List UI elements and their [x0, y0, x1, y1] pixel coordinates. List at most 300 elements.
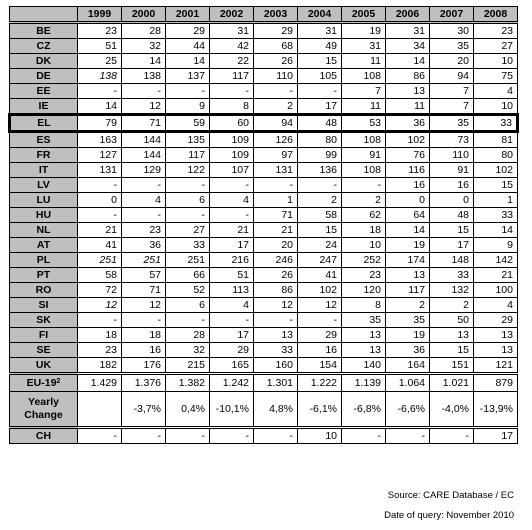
country-row-pl [10, 253, 518, 268]
value-cell: 1.064 [386, 374, 430, 392]
value-cell: -10,1% [210, 392, 254, 428]
value-cell: 60 [210, 115, 254, 132]
year-header-2007: 2007 [430, 7, 474, 23]
value-cell: 24 [298, 238, 342, 253]
value-cell: 58 [298, 208, 342, 223]
value-cell: - [210, 428, 254, 444]
year-header-row [10, 7, 518, 23]
value-cell: - [254, 84, 298, 99]
value-cell: 17 [210, 328, 254, 343]
value-cell: -6,1% [298, 392, 342, 428]
value-cell: 81 [474, 132, 518, 148]
value-cell: 1.139 [342, 374, 386, 392]
year-header-2005: 2005 [342, 7, 386, 23]
value-cell: 14 [386, 54, 430, 69]
country-row-si [10, 298, 518, 313]
row-label: SI [10, 298, 78, 313]
value-cell: -6,6% [386, 392, 430, 428]
value-cell: 0,4% [166, 392, 210, 428]
value-cell: 10 [342, 238, 386, 253]
country-row-dk [10, 54, 518, 69]
country-row-sk [10, 313, 518, 328]
value-cell: 12 [254, 298, 298, 313]
value-cell: 97 [254, 148, 298, 163]
value-cell: 8 [342, 298, 386, 313]
row-label: CZ [10, 39, 78, 54]
year-header-2002: 2002 [210, 7, 254, 23]
value-cell: - [430, 428, 474, 444]
value-cell: 22 [210, 54, 254, 69]
value-cell: 14 [386, 223, 430, 238]
value-cell: 216 [210, 253, 254, 268]
fatalities-table [8, 6, 519, 444]
value-cell: 140 [342, 358, 386, 374]
value-cell: 51 [78, 39, 122, 54]
value-cell: 13 [254, 328, 298, 343]
corner-cell [10, 7, 78, 23]
value-cell: 7 [342, 84, 386, 99]
value-cell: 154 [298, 358, 342, 374]
value-cell: 28 [122, 23, 166, 39]
row-label: AT [10, 238, 78, 253]
value-cell: 35 [430, 39, 474, 54]
value-cell: 57 [122, 268, 166, 283]
value-cell: 160 [254, 358, 298, 374]
value-cell: - [122, 313, 166, 328]
value-cell: 29 [298, 328, 342, 343]
value-cell: 110 [430, 148, 474, 163]
value-cell: 21 [210, 223, 254, 238]
value-cell: 36 [386, 343, 430, 358]
value-cell: - [78, 208, 122, 223]
value-cell: 36 [122, 238, 166, 253]
value-cell: 15 [298, 223, 342, 238]
value-cell: - [122, 178, 166, 193]
value-cell: - [122, 208, 166, 223]
value-cell: 12 [122, 99, 166, 115]
row-label: HU [10, 208, 78, 223]
value-cell: 1.222 [298, 374, 342, 392]
value-cell: 247 [298, 253, 342, 268]
value-cell: 14 [78, 99, 122, 115]
row-label: RO [10, 283, 78, 298]
value-cell: 86 [386, 69, 430, 84]
value-cell: 27 [474, 39, 518, 54]
value-cell: 42 [210, 39, 254, 54]
value-cell: 108 [342, 132, 386, 148]
value-cell: 94 [254, 115, 298, 132]
value-cell: -6,8% [342, 392, 386, 428]
value-cell: 13 [430, 328, 474, 343]
value-cell: 49 [298, 39, 342, 54]
value-cell: 163 [78, 132, 122, 148]
country-row-ro [10, 283, 518, 298]
value-cell: 142 [474, 253, 518, 268]
value-cell: 17 [474, 428, 518, 444]
value-cell: 41 [298, 268, 342, 283]
value-cell: 23 [122, 223, 166, 238]
value-cell: 66 [166, 268, 210, 283]
value-cell: - [210, 313, 254, 328]
value-cell: - [298, 178, 342, 193]
value-cell: 12 [122, 298, 166, 313]
value-cell: 15 [430, 343, 474, 358]
value-cell: 76 [386, 148, 430, 163]
value-cell: 4 [474, 84, 518, 99]
value-cell: 11 [342, 54, 386, 69]
eu-total-row [10, 374, 518, 392]
value-cell: 13 [386, 84, 430, 99]
query-date-note: Date of query: November 2010 [384, 510, 514, 521]
value-cell: 0 [430, 193, 474, 208]
value-cell: 58 [78, 268, 122, 283]
value-cell: 29 [166, 23, 210, 39]
value-cell: 13 [474, 328, 518, 343]
row-label: UK [10, 358, 78, 374]
value-cell: 71 [122, 283, 166, 298]
country-row-se [10, 343, 518, 358]
value-cell: 28 [166, 328, 210, 343]
value-cell: - [298, 84, 342, 99]
row-label: DE [10, 69, 78, 84]
value-cell: 16 [386, 178, 430, 193]
value-cell: - [78, 428, 122, 444]
value-cell: 12 [298, 298, 342, 313]
yearly-change-row [10, 392, 518, 428]
value-cell: 4 [210, 298, 254, 313]
country-row-es [10, 132, 518, 148]
country-row-ee [10, 84, 518, 99]
value-cell: 15 [298, 54, 342, 69]
row-label: PL [10, 253, 78, 268]
value-cell: 251 [166, 253, 210, 268]
value-cell: 165 [210, 358, 254, 374]
value-cell: 41 [78, 238, 122, 253]
value-cell: 25 [78, 54, 122, 69]
value-cell: 13 [474, 343, 518, 358]
value-cell: 31 [210, 23, 254, 39]
value-cell: 138 [78, 69, 122, 84]
value-cell: 138 [122, 69, 166, 84]
value-cell: 102 [474, 163, 518, 178]
value-cell: 879 [474, 374, 518, 392]
value-cell: 29 [210, 343, 254, 358]
value-cell: - [210, 178, 254, 193]
value-cell: 10 [298, 428, 342, 444]
row-label: NL [10, 223, 78, 238]
value-cell: 120 [342, 283, 386, 298]
value-cell: 131 [78, 163, 122, 178]
country-row-be [10, 23, 518, 39]
value-cell: 105 [298, 69, 342, 84]
value-cell: 14 [166, 54, 210, 69]
value-cell: 64 [386, 208, 430, 223]
value-cell: 18 [78, 328, 122, 343]
value-cell: - [122, 428, 166, 444]
country-row-it [10, 163, 518, 178]
value-cell: 33 [254, 343, 298, 358]
value-cell: 127 [78, 148, 122, 163]
value-cell: 6 [166, 193, 210, 208]
value-cell: 8 [210, 99, 254, 115]
value-cell: 113 [210, 283, 254, 298]
value-cell: 126 [254, 132, 298, 148]
value-cell: 91 [430, 163, 474, 178]
value-cell: - [210, 84, 254, 99]
value-cell: 23 [78, 23, 122, 39]
value-cell: 10 [474, 54, 518, 69]
row-label: LU [10, 193, 78, 208]
value-cell: 182 [78, 358, 122, 374]
value-cell: - [254, 178, 298, 193]
year-header-2004: 2004 [298, 7, 342, 23]
value-cell: 132 [430, 283, 474, 298]
country-row-cz [10, 39, 518, 54]
value-cell: 117 [166, 148, 210, 163]
country-row-nl [10, 223, 518, 238]
value-cell: 59 [166, 115, 210, 132]
value-cell: 35 [430, 115, 474, 132]
row-label: SE [10, 343, 78, 358]
value-cell: 52 [166, 283, 210, 298]
value-cell: 10 [474, 99, 518, 115]
value-cell: 2 [342, 193, 386, 208]
value-cell: 19 [386, 328, 430, 343]
value-cell: 4 [122, 193, 166, 208]
row-label: IT [10, 163, 78, 178]
year-header-2003: 2003 [254, 7, 298, 23]
value-cell: - [166, 208, 210, 223]
value-cell: 80 [298, 132, 342, 148]
value-cell: 116 [386, 163, 430, 178]
row-label: SK [10, 313, 78, 328]
value-cell: 71 [122, 115, 166, 132]
country-row-hu [10, 208, 518, 223]
row-label: ES [10, 132, 78, 148]
value-cell: 1.376 [122, 374, 166, 392]
value-cell: 174 [386, 253, 430, 268]
value-cell: 12 [78, 298, 122, 313]
value-cell: 35 [386, 313, 430, 328]
value-cell: 35 [342, 313, 386, 328]
value-cell: - [166, 428, 210, 444]
value-cell: 0 [78, 193, 122, 208]
year-header-2008: 2008 [474, 7, 518, 23]
row-label: Yearly Change [10, 392, 78, 428]
value-cell: 129 [122, 163, 166, 178]
country-row-de [10, 69, 518, 84]
row-label: FR [10, 148, 78, 163]
value-cell: 33 [474, 208, 518, 223]
value-cell: 14 [122, 54, 166, 69]
year-header-2006: 2006 [386, 7, 430, 23]
value-cell: 31 [298, 23, 342, 39]
value-cell: 1 [474, 193, 518, 208]
value-cell: 1.301 [254, 374, 298, 392]
value-cell: 19 [342, 23, 386, 39]
country-row-ch [10, 428, 518, 444]
value-cell: 79 [78, 115, 122, 132]
country-row-el [10, 115, 518, 132]
value-cell: 29 [254, 23, 298, 39]
value-cell: 7 [430, 99, 474, 115]
value-cell: 15 [474, 178, 518, 193]
country-row-ie [10, 99, 518, 115]
value-cell: 100 [474, 283, 518, 298]
row-label: EL [10, 115, 78, 132]
value-cell: 34 [386, 39, 430, 54]
value-cell: 137 [166, 69, 210, 84]
value-cell: 33 [166, 238, 210, 253]
value-cell: 2 [386, 298, 430, 313]
value-cell: 215 [166, 358, 210, 374]
value-cell: 32 [166, 343, 210, 358]
value-cell: - [166, 178, 210, 193]
country-row-at [10, 238, 518, 253]
value-cell: 23 [474, 23, 518, 39]
country-row-fr [10, 148, 518, 163]
value-cell: 102 [386, 132, 430, 148]
value-cell: 86 [254, 283, 298, 298]
value-cell: 20 [254, 238, 298, 253]
row-label: IE [10, 99, 78, 115]
value-cell: 1.242 [210, 374, 254, 392]
value-cell: -4,0% [430, 392, 474, 428]
value-cell: 31 [342, 39, 386, 54]
value-cell: 36 [386, 115, 430, 132]
value-cell: 21 [254, 223, 298, 238]
value-cell: - [78, 84, 122, 99]
value-cell: 94 [430, 69, 474, 84]
value-cell: 11 [386, 99, 430, 115]
value-cell: 99 [298, 148, 342, 163]
value-cell: 21 [78, 223, 122, 238]
value-cell: 91 [342, 148, 386, 163]
value-cell: 62 [342, 208, 386, 223]
value-cell: 2 [430, 298, 474, 313]
value-cell: -13,9% [474, 392, 518, 428]
value-cell: 17 [430, 238, 474, 253]
value-cell: 9 [166, 99, 210, 115]
value-cell: 122 [166, 163, 210, 178]
value-cell: 176 [122, 358, 166, 374]
value-cell: 1 [254, 193, 298, 208]
value-cell: 1.429 [78, 374, 122, 392]
value-cell: 48 [298, 115, 342, 132]
value-cell: 0 [386, 193, 430, 208]
value-cell: 117 [210, 69, 254, 84]
country-row-fi [10, 328, 518, 343]
value-cell: 164 [386, 358, 430, 374]
value-cell: 151 [430, 358, 474, 374]
value-cell: 26 [254, 54, 298, 69]
country-row-pt [10, 268, 518, 283]
row-label: $EU-19^2$ [10, 374, 78, 392]
value-cell: 29 [474, 313, 518, 328]
value-cell: 17 [210, 238, 254, 253]
value-cell: 1.382 [166, 374, 210, 392]
row-label: EE [10, 84, 78, 99]
value-cell: 51 [210, 268, 254, 283]
value-cell: 13 [386, 268, 430, 283]
value-cell: 108 [342, 69, 386, 84]
value-cell: 18 [122, 328, 166, 343]
value-cell: 121 [474, 358, 518, 374]
value-cell: 117 [386, 283, 430, 298]
value-cell: 107 [210, 163, 254, 178]
value-cell: 75 [474, 69, 518, 84]
value-cell: 44 [166, 39, 210, 54]
value-cell: 251 [122, 253, 166, 268]
value-cell: - [386, 428, 430, 444]
value-cell: - [78, 313, 122, 328]
value-cell: - [166, 84, 210, 99]
value-cell: 4 [210, 193, 254, 208]
value-cell: 13 [342, 343, 386, 358]
value-cell: 148 [430, 253, 474, 268]
value-cell: 9 [474, 238, 518, 253]
country-row-lv [10, 178, 518, 193]
value-cell: 251 [78, 253, 122, 268]
value-cell: 13 [342, 328, 386, 343]
value-cell: 1.021 [430, 374, 474, 392]
value-cell: - [342, 178, 386, 193]
value-cell: 6 [166, 298, 210, 313]
value-cell: 135 [166, 132, 210, 148]
value-cell: 108 [342, 163, 386, 178]
value-cell: 73 [430, 132, 474, 148]
value-cell: 16 [298, 343, 342, 358]
value-cell: 7 [430, 84, 474, 99]
source-note: Source: CARE Database / EC [387, 490, 514, 501]
value-cell: 23 [78, 343, 122, 358]
value-cell: 102 [298, 283, 342, 298]
value-cell: - [166, 313, 210, 328]
country-row-uk [10, 358, 518, 374]
value-cell: -3,7% [122, 392, 166, 428]
value-cell: 33 [430, 268, 474, 283]
value-cell: 11 [342, 99, 386, 115]
value-cell: 246 [254, 253, 298, 268]
value-cell: 109 [210, 148, 254, 163]
value-cell: 17 [298, 99, 342, 115]
value-cell: 72 [78, 283, 122, 298]
value-cell: 144 [122, 132, 166, 148]
value-cell: 14 [474, 223, 518, 238]
value-cell: 53 [342, 115, 386, 132]
value-cell: 30 [430, 23, 474, 39]
value-cell: - [254, 428, 298, 444]
row-label: DK [10, 54, 78, 69]
value-cell: 4 [474, 298, 518, 313]
value-cell: 80 [474, 148, 518, 163]
value-cell: - [298, 313, 342, 328]
year-header-2000: 2000 [122, 7, 166, 23]
value-cell: 50 [430, 313, 474, 328]
value-cell: - [254, 313, 298, 328]
year-header-1999: 1999 [78, 7, 122, 23]
value-cell: 20 [430, 54, 474, 69]
value-cell: 18 [342, 223, 386, 238]
row-label: FI [10, 328, 78, 343]
value-cell: 16 [122, 343, 166, 358]
value-cell: 109 [210, 132, 254, 148]
value-cell: 131 [254, 163, 298, 178]
value-cell: 2 [298, 193, 342, 208]
row-label: BE [10, 23, 78, 39]
value-cell: 27 [166, 223, 210, 238]
value-cell: 31 [386, 23, 430, 39]
